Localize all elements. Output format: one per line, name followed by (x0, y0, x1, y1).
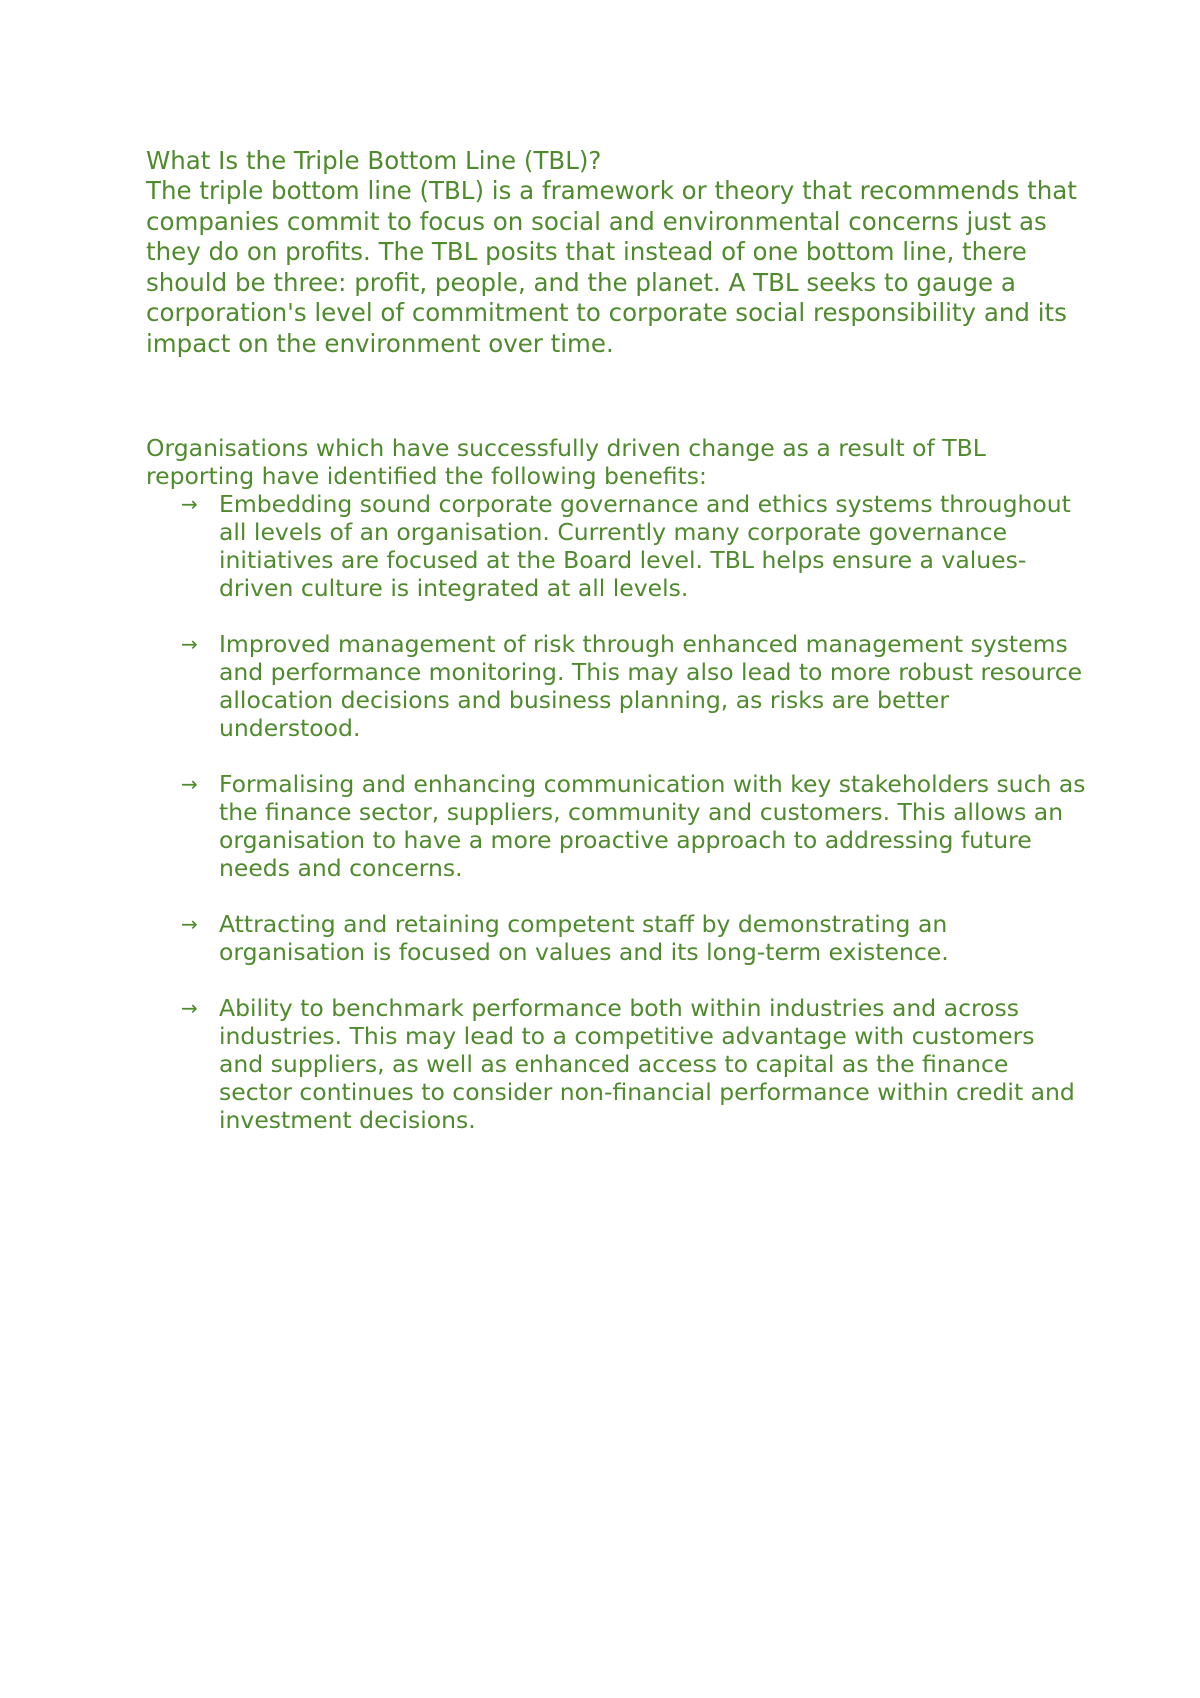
benefit-item (146, 910, 1086, 966)
benefits-list (146, 490, 1086, 1134)
arrow-bullet-icon: → (181, 632, 198, 656)
benefit-text: Ability to benchmark performance both within industries and across industries. This may lead to a competitive advantage with customers and suppliers, as well as enhanced access to capital as the finance sector continues to consider non-financial performance within credit and investment decisions. (219, 994, 1075, 1134)
arrow-bullet-icon: → (181, 772, 198, 796)
benefit-text: Embedding sound corporate governance and ethics systems throughout all levels of an organisation. Currently many corporate governance initiatives are focused at the Board level. TBL helps ensure a values-driven culture is integrated at all levels. (219, 490, 1071, 602)
benefits-intro: Organisations which have successfully driven change as a result of TBL reporting have identified the following benefits: (146, 434, 986, 490)
benefit-item (146, 994, 1086, 1134)
arrow-bullet-icon: → (181, 996, 198, 1020)
benefit-item (146, 490, 1086, 602)
benefit-text: Improved management of risk through enhanced management systems and performance monitoring. This may also lead to more robust resource allocation decisions and business planning, as risks are better understood. (219, 630, 1083, 742)
document-title: What Is the Triple Bottom Line (TBL)? (146, 146, 602, 175)
document-body (146, 145, 1086, 1134)
benefit-item (146, 770, 1086, 882)
benefit-text: Attracting and retaining competent staff by demonstrating an organisation is focused on values and its long-term existence. (219, 910, 949, 966)
definition-paragraph: The triple bottom line (TBL) is a framework or theory that recommends that companies commit to focus on social and environmental concerns just as they do on profits. The TBL posits that instead of one bottom line, there should be three: profit, people, and the planet. A TBL seeks to gauge a corporation's level of commitment to corporate social responsibility and its impact on the environment over time. (146, 176, 1077, 358)
benefit-text: Formalising and enhancing communication with key stakeholders such as the finance sector, suppliers, community and customers. This allows an organisation to have a more proactive approach to addressing future needs and concerns. (219, 770, 1086, 882)
arrow-bullet-icon: → (181, 492, 198, 516)
benefit-item (146, 630, 1086, 742)
arrow-bullet-icon: → (181, 912, 198, 936)
